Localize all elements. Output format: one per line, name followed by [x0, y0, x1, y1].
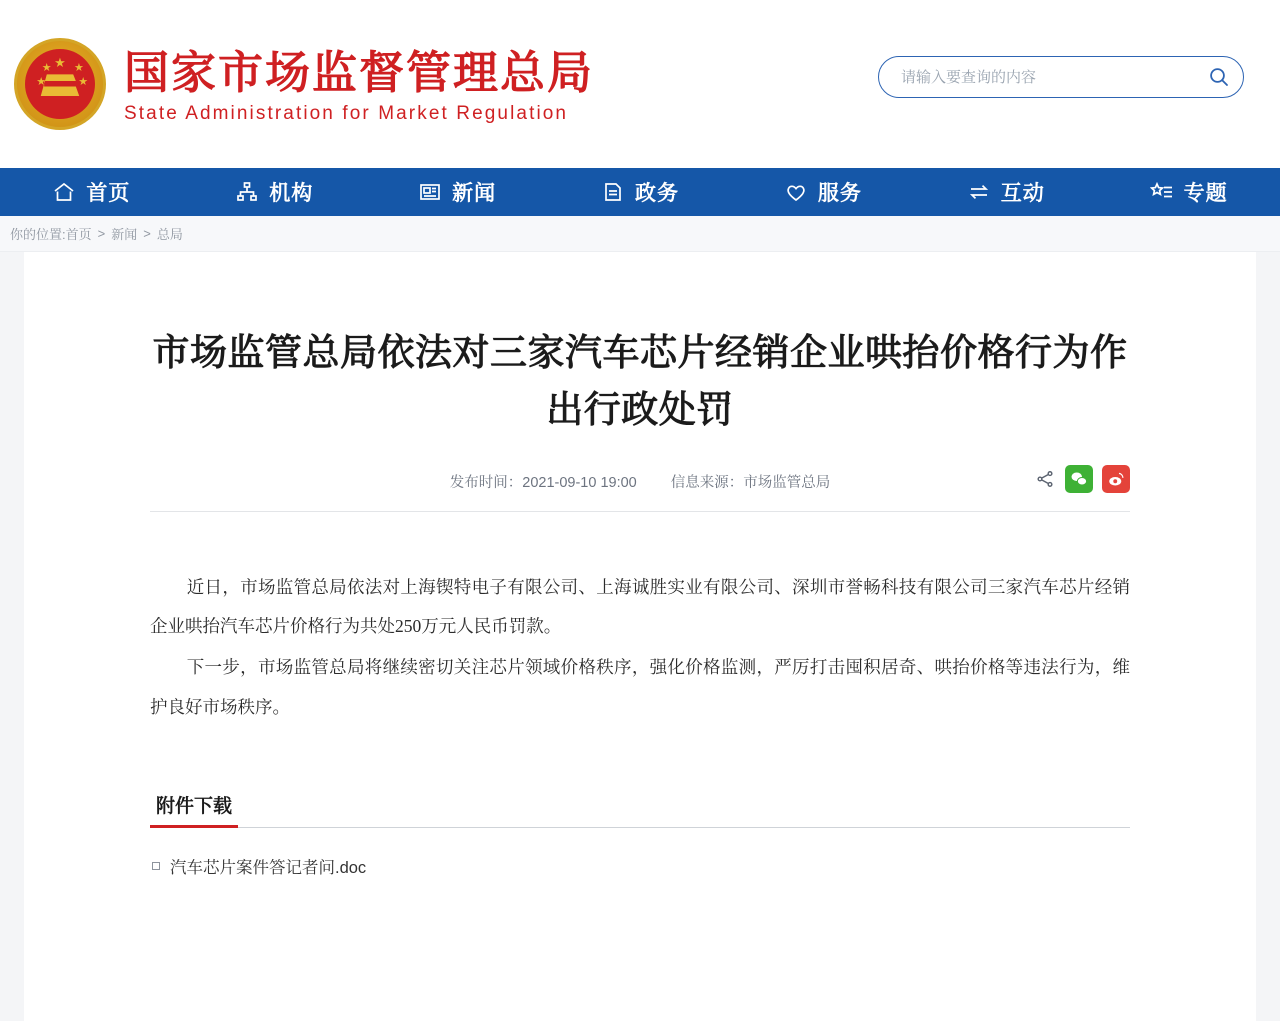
emblem-star: ★ — [41, 62, 52, 74]
wechat-share-icon[interactable] — [1065, 465, 1093, 493]
attachment-link[interactable]: 汽车芯片案件答记者问.doc — [170, 859, 367, 878]
nav-label: 互动 — [1000, 182, 1045, 205]
share-toolbar — [1034, 465, 1130, 493]
nav-item-services[interactable] — [731, 168, 914, 216]
home-icon — [52, 180, 76, 204]
attachments-rule — [150, 827, 1130, 828]
star-list-icon — [1150, 180, 1174, 204]
attachments-header — [150, 791, 1130, 828]
search-input[interactable] — [879, 69, 1195, 86]
publish-time: 发布时间：2021-09-10 19:00 — [449, 475, 637, 492]
article-source: 信息来源：市场监管总局 — [670, 475, 831, 492]
site-brand[interactable] — [124, 43, 594, 125]
nav-item-interaction[interactable] — [914, 168, 1097, 216]
org-name-en: State Administration for Market Regulation — [124, 102, 569, 124]
breadcrumb-prefix: 你的位置: — [10, 227, 66, 242]
breadcrumb-separator: > — [97, 226, 106, 241]
org-chart-icon — [235, 180, 259, 204]
breadcrumb-item-bureau[interactable]: 总局 — [156, 227, 183, 242]
breadcrumb-item-home[interactable]: 首页 — [65, 227, 92, 242]
square-bullet-icon — [152, 862, 160, 870]
search-button[interactable] — [1195, 57, 1243, 97]
nav-item-home[interactable] — [0, 168, 183, 216]
org-name-cn: 国家市场监督管理总局 — [124, 47, 595, 99]
article — [150, 252, 1130, 878]
article-card — [24, 252, 1256, 1021]
meta-divider — [150, 511, 1130, 512]
nav-item-news[interactable] — [366, 168, 549, 216]
nav-label: 服务 — [817, 182, 862, 205]
breadcrumb-separator: > — [143, 226, 151, 241]
search-box[interactable] — [878, 56, 1244, 98]
weibo-share-icon[interactable] — [1102, 465, 1130, 493]
main-nav — [0, 168, 1280, 216]
nav-label: 机构 — [269, 182, 314, 205]
nav-item-topics[interactable] — [1097, 168, 1280, 216]
breadcrumb-item-news[interactable]: 新闻 — [111, 227, 138, 242]
page-body — [0, 252, 1280, 1021]
national-emblem-icon — [14, 38, 106, 130]
emblem-star: ★ — [78, 76, 89, 88]
nav-label: 政务 — [635, 182, 679, 205]
nav-label: 新闻 — [452, 182, 497, 205]
newspaper-icon — [418, 180, 442, 204]
page-title: 市场监管总局依法对三家汽车芯片经销企业哄抬价格行为作出行政处罚 — [152, 332, 1128, 431]
exchange-arrows-icon — [967, 180, 991, 204]
emblem-star: ★ — [54, 55, 66, 71]
article-body — [150, 568, 1130, 728]
nav-item-organization[interactable] — [183, 168, 366, 216]
attachments-list — [150, 854, 1130, 878]
article-paragraph: 下一步，市场监管总局将继续密切关注芯片领域价格秩序，强化价格监测，严厉打击囤积居奇、哄抬价格等违法行为，维护良好市场秩序。 — [150, 657, 1130, 717]
emblem-inner — [25, 49, 95, 119]
nav-label: 首页 — [86, 182, 131, 205]
share-icon[interactable] — [1034, 468, 1056, 490]
article-paragraph: 近日，市场监管总局依法对上海锲特电子有限公司、上海诚胜实业有限公司、深圳市誉畅科技有限公司三家汽车芯片经销企业哄抬汽车芯片价格行为共处250万元人民币罚款。 — [150, 576, 1130, 637]
breadcrumb — [0, 216, 1280, 252]
emblem-star: ★ — [36, 76, 47, 88]
site-header — [0, 0, 1280, 168]
nav-label: 专题 — [1183, 182, 1228, 205]
nav-item-government-affairs[interactable] — [549, 168, 732, 216]
emblem-star: ★ — [74, 62, 84, 74]
list-item[interactable] — [152, 854, 1130, 878]
heart-icon — [784, 180, 808, 204]
document-icon — [601, 180, 625, 204]
article-meta — [150, 463, 1130, 501]
attachments-heading: 附件下载 — [150, 791, 238, 828]
search-icon — [1207, 65, 1231, 89]
